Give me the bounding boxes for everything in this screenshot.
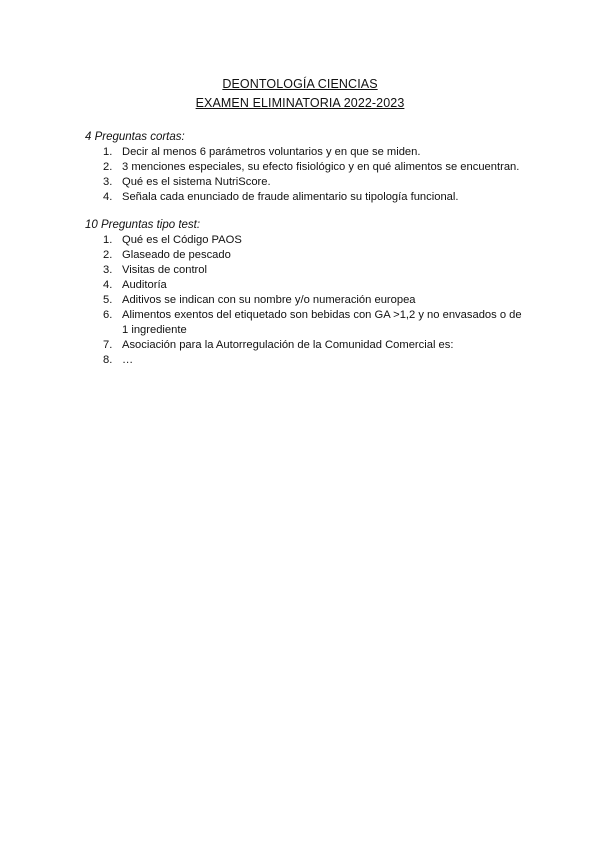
list-item [85, 353, 525, 368]
list-item [85, 145, 525, 160]
list-item [85, 308, 525, 338]
item-number: 2. [103, 249, 113, 261]
section-heading: 4 Preguntas cortas: [85, 131, 185, 143]
document-title [0, 75, 600, 113]
test-questions-list [85, 233, 525, 368]
list-item [85, 190, 525, 205]
item-text: Aditivos se indican con su nombre y/o numeración europea [122, 294, 416, 306]
list-item [85, 233, 525, 248]
item-text: Glaseado de pescado [122, 249, 231, 261]
title-line-2: EXAMEN ELIMINATORIA 2022-2023 [195, 96, 405, 110]
title-line-1: DEONTOLOGÍA CIENCIAS [222, 77, 378, 91]
item-text: Qué es el sistema NutriScore. [122, 176, 271, 188]
list-item [85, 263, 525, 278]
list-item [85, 293, 525, 308]
item-number: 2. [103, 161, 113, 173]
list-item [85, 338, 525, 353]
section-heading: 10 Preguntas tipo test: [85, 219, 201, 231]
list-item [85, 248, 525, 263]
list-item [85, 160, 525, 175]
item-number: 4. [103, 191, 113, 203]
item-number: 8. [103, 354, 113, 366]
item-text: Auditoría [122, 279, 167, 291]
item-number: 3. [103, 264, 113, 276]
item-number: 1. [103, 146, 113, 158]
item-number: 7. [103, 339, 113, 351]
short-questions-list [85, 145, 525, 205]
test-questions-section [85, 218, 525, 368]
item-number: 5. [103, 294, 113, 306]
item-number: 1. [103, 234, 113, 246]
list-item [85, 278, 525, 293]
item-number: 6. [103, 309, 113, 321]
item-text: Decir al menos 6 parámetros voluntarios y en que se miden. [122, 146, 421, 158]
item-text: 3 menciones especiales, su efecto fisiológico y en qué alimentos se encuentran. [122, 161, 520, 173]
short-questions-section [85, 130, 525, 205]
item-text: Asociación para la Autorregulación de la Comunidad Comercial es: [122, 339, 454, 351]
item-number: 3. [103, 176, 113, 188]
item-text: Visitas de control [122, 264, 207, 276]
item-number: 4. [103, 279, 113, 291]
item-text: … [122, 354, 134, 366]
list-item [85, 175, 525, 190]
item-text: Alimentos exentos del etiquetado son bebidas con GA >1,2 y no envasados o de 1 ingrediente [122, 309, 522, 336]
item-text: Señala cada enunciado de fraude alimentario su tipología funcional. [122, 191, 459, 203]
item-text: Qué es el Código PAOS [122, 234, 242, 246]
